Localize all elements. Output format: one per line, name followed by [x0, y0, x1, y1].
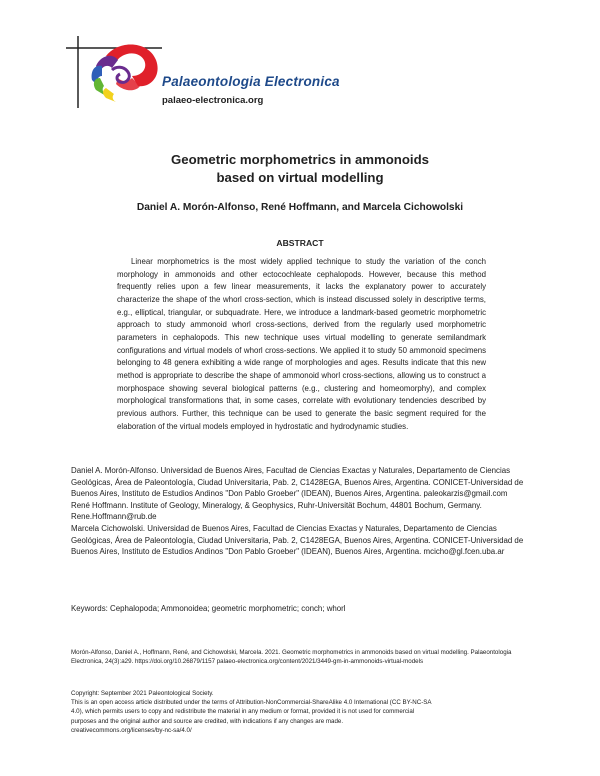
journal-url[interactable]: palaeo-electronica.org: [162, 95, 264, 106]
citation-block: Morón-Alfonso, Daniel A., Hoffmann, René, and Cichowolski, Marcela. 2021. Geometric morphometrics in ammonoids based on virtual modelling. Palaeontologia Electronica, 24(3):a29. https://doi.org/10.26879/1157 palaeo-electronica.org/content/2021/3449-gm-in-ammonoids-virtual-models: [71, 649, 512, 666]
ammonite-logo-icon: [66, 36, 162, 108]
journal-name: Palaeontologia Electronica: [162, 74, 340, 89]
article-title-line-1: Geometric morphometrics in ammonoids: [171, 152, 429, 167]
license-line: purposes and the original author and source are credited, with indications if any changes are made.: [71, 717, 344, 725]
author-list: Daniel A. Morón-Alfonso, René Hoffmann, and Marcela Cichowolski: [136, 202, 464, 213]
license-line: 4.0), which permits users to copy and redistribute the material in any medium or format, provided it is not used for commercial: [71, 708, 415, 716]
license-url[interactable]: creativecommons.org/licenses/by-nc-sa/4.0/: [71, 726, 192, 734]
abstract-text: Linear morphometrics is the most widely applied technique to study the variation of the conch morphology in ammonoids and other ectocochleate cephalopods. However, because this method frequently relies upon a few linear measurements, it lacks the explanatory power to accurately characterize the shape of the whorl cross-section, which is instead discussed solely in descriptive terms, e.g., elliptical, triangular, or subquadrate. Here, we introduce a landmark-based geometric morphometric approach to study ammonoid whorl cross-sections, derived from the regularly used morphometric parameters in cephalopods. This new technique uses virtual modelling to generate semilandmark configurations and virtual models of whorl cross-sections. We applied it to study 50 ammonoid specimens belonging to 48 genera exhibiting a wide range of morphologies and ages. Results indicate that this new method is appropriate to describe the shape of ammonoid whorl cross-sections, allowing us to construct a morphospace showing several biological patterns (e.g., clustering and homeomorphy), and complex morphological transformations that, in some cases, correlate with evolutionary tendencies described by previous authors. Further, this technique can be used to generate the basic segment required for the elaboration of the virtual models employed in hydrostatic and hydrodynamic studies.: [117, 257, 486, 431]
abstract-heading: ABSTRACT: [276, 238, 324, 248]
affiliation-moron-alfonso: Daniel A. Morón-Alfonso. Universidad de Buenos Aires, Facultad de Ciencias Exactas y Naturales, Departamento de Ciencias Geológicas, Área de Paleontología, Ciudad Universitaria, Pab. 2, C1428EGA, Buenos Aires, Argentina. CONICET-Universidad de Buenos Aires, Instituto de Estudios Andinos "Don Pablo Groeber" (IDEAN), Buenos Aires, Argentina. paleokarzis@gmail.com: [71, 466, 524, 499]
affiliation-cichowolski: Marcela Cichowolski. Universidad de Buenos Aires, Facultad de Ciencias Exactas y Naturales, Departamento de Ciencias Geológicas, Área de Paleontología, Ciudad Universitaria, Pab. 2, C1428EGA, Buenos Aires, Argentina. CONICET-Universidad de Buenos Aires, Instituto de Estudios Andinos "Don Pablo Groeber" (IDEAN), Buenos Aires, Argentina. mcicho@gl.fcen.uba.ar: [71, 523, 524, 557]
license-line: This is an open access article distributed under the terms of Attribution-NonCommercial-ShareAlike 4.0 International (CC BY-NC-SA: [71, 699, 432, 707]
affiliation-hoffmann: René Hoffmann. Institute of Geology, Mineralogy, & Geophysics, Ruhr-Universität Bochum, 44801 Bochum, Germany. Rene.Hoffmann@rub.de: [71, 500, 482, 522]
copyright-line: Copyright: September 2021 Paleontological Society.: [71, 690, 214, 697]
journal-logo: [66, 36, 162, 108]
copyright-block: [71, 689, 541, 735]
affiliations-block: [71, 465, 539, 558]
article-title-line-2: based on virtual modelling: [216, 170, 384, 185]
keywords: Keywords: Cephalopoda; Ammonoidea; geometric morphometric; conch; whorl: [71, 604, 346, 613]
